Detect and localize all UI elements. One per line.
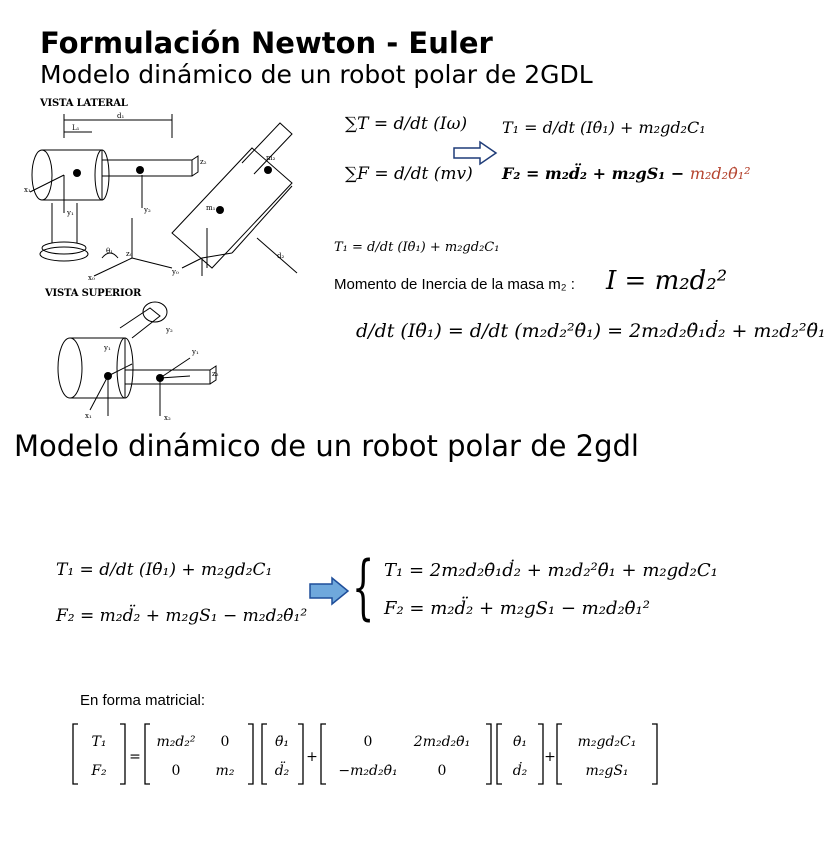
robot-side-view-figure bbox=[22, 108, 322, 288]
svg-text:L₁: L₁ bbox=[72, 124, 80, 132]
svg-text:y₁: y₁ bbox=[104, 344, 111, 352]
sum-torque-equation: ∑T = d/dt (Iω) bbox=[345, 114, 468, 134]
slide1-title: Formulación Newton - Euler bbox=[40, 26, 493, 60]
matrix-equation bbox=[70, 718, 660, 790]
derivative-equation: d/dt (Iθ̇₁) = d/dt (m₂d₂²θ̇₁) = 2m₂d₂θ̇₁ḋ₂ + m₂d₂²θ̈₁ bbox=[356, 320, 826, 342]
svg-text:x₁: x₁ bbox=[24, 186, 31, 194]
svg-text:d₂: d₂ bbox=[277, 252, 285, 260]
gravity-1: m₂gS₁ bbox=[585, 763, 629, 779]
sum-force-equation: ∑F = d/dt (mv) bbox=[345, 164, 473, 184]
inertia-label: Momento de Inercia de la masa m₂ : bbox=[334, 276, 575, 293]
coriolis-0-0: 0 bbox=[363, 734, 373, 750]
matrix-form-label: En forma matricial: bbox=[80, 692, 206, 709]
svg-text:y₁: y₁ bbox=[67, 209, 74, 217]
left-F2-equation: F₂ = m₂d̈₂ + m₂gS₁ − m₂d₂θ̇₁² bbox=[56, 606, 308, 626]
blue-arrow-icon bbox=[308, 576, 350, 606]
inertia-1-0: 0 bbox=[171, 763, 181, 779]
svg-text:x₂: x₂ bbox=[164, 414, 171, 422]
side-view-label: VISTA LATERAL bbox=[40, 98, 128, 109]
lhs-row-0: T₁ bbox=[91, 734, 107, 750]
inertia-formula: I = m₂d₂² bbox=[606, 266, 728, 296]
plus-sign-1: + bbox=[306, 749, 318, 765]
svg-text:z₂: z₂ bbox=[200, 158, 207, 166]
svg-text:y₂: y₂ bbox=[144, 206, 151, 214]
plus-sign-2: + bbox=[544, 749, 556, 765]
implies-arrow-icon bbox=[452, 140, 498, 166]
slide1-subtitle: Modelo dinámico de un robot polar de 2GDL bbox=[40, 60, 593, 89]
F2-main-term: F₂ = m₂d̈₂ + m₂gS₁ − bbox=[502, 164, 690, 183]
slide2-title: Modelo dinámico de un robot polar de 2gdl bbox=[14, 429, 639, 463]
inertia-1-1: m₂ bbox=[215, 763, 235, 779]
left-T1-equation: T₁ = d/dt (Iθ̇₁) + m₂gd₂C₁ bbox=[56, 560, 273, 580]
accel-1: d̈₂ bbox=[274, 763, 290, 779]
T1-equation: T₁ = d/dt (Iθ̇₁) + m₂gd₂C₁ bbox=[502, 118, 706, 137]
top-view-label: VISTA SUPERIOR bbox=[45, 288, 142, 299]
svg-text:d₁: d₁ bbox=[117, 112, 125, 120]
svg-text:y₀: y₀ bbox=[172, 268, 179, 276]
system-brace: { bbox=[352, 546, 375, 628]
coriolis-1-0: −m₂d₂θ̇₁ bbox=[338, 763, 398, 779]
robot-top-view-figure bbox=[40, 298, 225, 423]
inertia-0-1: 0 bbox=[220, 734, 230, 750]
svg-text:x₁: x₁ bbox=[85, 412, 92, 420]
svg-text:m₁: m₁ bbox=[206, 204, 216, 212]
equals-sign: = bbox=[129, 749, 141, 765]
svg-text:m₂: m₂ bbox=[266, 154, 276, 162]
right-F2-equation: F₂ = m₂d̈₂ + m₂gS₁ − m₂d₂θ̇₁² bbox=[384, 598, 650, 619]
F2-equation bbox=[502, 164, 751, 183]
svg-text:z₀: z₀ bbox=[126, 250, 133, 258]
lhs-row-1: F₂ bbox=[91, 763, 107, 779]
svg-text:y₁: y₁ bbox=[192, 348, 199, 356]
vel-0: θ̇₁ bbox=[512, 734, 528, 750]
svg-text:y₂: y₂ bbox=[166, 326, 173, 334]
coriolis-1-1: 0 bbox=[437, 763, 447, 779]
gravity-0: m₂gd₂C₁ bbox=[577, 734, 637, 750]
vel-1: ḋ₂ bbox=[512, 763, 528, 779]
coriolis-0-1: 2m₂d₂θ̇₁ bbox=[413, 734, 471, 750]
svg-text:x₀: x₀ bbox=[88, 274, 95, 282]
svg-text:θ₁: θ₁ bbox=[106, 247, 114, 255]
right-T1-equation: T₁ = 2m₂d₂θ̇₁ḋ₂ + m₂d₂²θ̈₁ + m₂gd₂C₁ bbox=[384, 560, 718, 581]
svg-text:z₂: z₂ bbox=[212, 370, 219, 378]
inertia-0-0: m₂d₂² bbox=[156, 734, 196, 750]
accel-0: θ̈₁ bbox=[274, 734, 290, 750]
T1-small-equation: T₁ = d/dt (Iθ̇₁) + m₂gd₂C₁ bbox=[334, 240, 500, 255]
F2-centrifugal-term: m₂d₂θ̇₁² bbox=[689, 164, 751, 183]
